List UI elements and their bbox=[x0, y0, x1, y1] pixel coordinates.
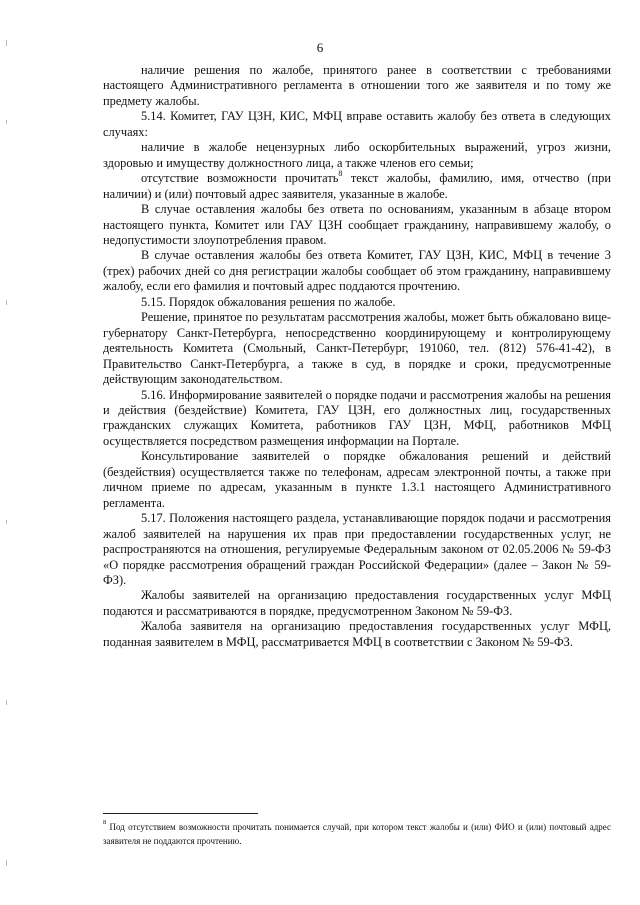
paragraph: 5.17. Положения настоящего раздела, устанавливающие порядок подачи и рассмотрения жалоб заявителей на нарушения их прав при предоставлении государственных услуг, не распространяются на отношения, регулируемые Федеральным законом от 02.05.2006 № 59-ФЗ «О порядке рассмотрения обращений граждан Российской Федерации» (далее – Закон № 59-ФЗ). bbox=[103, 511, 611, 587]
paragraph: Решение, принятое по результатам рассмотрения жалобы, может быть обжаловано вице-губернатору Санкт-Петербурга, непосредственно координирующему и контролирующему деятельность Комитета (Смольный, Санкт-Петербург, 191060, тел. (812) 576-41-42), в Правительство Санкт-Петербурга, а также в суд, в порядке и сроки, предусмотренные действующим законодательством. bbox=[103, 310, 611, 387]
scan-margin-marks bbox=[6, 0, 10, 905]
paragraph-text: отсутствие возможности прочитать bbox=[141, 171, 339, 186]
footnote-mark: 8 bbox=[103, 819, 107, 826]
paragraph: 5.16. Информирование заявителей о порядке подачи и рассмотрения жалобы на решения и действия (бездействие) Комитета, ГАУ ЦЗН, его должностных лиц, государственных гражданских служащих Комитета, работников ГАУ ЦЗН, МФЦ, работников МФЦ осуществляется посредством размещения информации на Портале. bbox=[103, 387, 611, 448]
paragraph: 5.15. Порядок обжалования решения по жалобе. bbox=[141, 294, 396, 309]
paragraph: наличие решения по жалобе, принятого ранее в соответствии с требованиями настоящего Административного регламента в отношении того же заявителя и по тому же предмету жалобы. bbox=[103, 63, 611, 108]
footnote bbox=[103, 821, 611, 848]
footnote-separator bbox=[103, 813, 258, 814]
paragraph: Жалоба заявителя на организацию предоставления государственных услуг МФЦ, поданная заявителем в МФЦ, рассматривается МФЦ в соответствии с Законом № 59-ФЗ. bbox=[103, 619, 611, 649]
paragraph: В случае оставления жалобы без ответа Комитет, ГАУ ЦЗН, КИС, МФЦ в течение 3 (трех) рабочих дней со дня регистрации жалобы сообщает об этом гражданину, направившему жалобу, если его фамилия и почтовый адрес поддаются прочтению. bbox=[103, 248, 611, 294]
document-body bbox=[103, 63, 611, 650]
footnote-reference: 8 bbox=[338, 169, 343, 179]
paragraph: Консультирование заявителей о порядке обжалования решений и действий (бездействия) осуществляется также по телефонам, адресам электронной почты, а также при личном приеме по адресам, указанным в пункте 1.3.1 настоящего Административного регламента. bbox=[103, 449, 611, 510]
footnote-text: Под отсутствием возможности прочитать понимается случай, при котором текст жалобы и (или) ФИО и (или) почтовый адрес заявителя не поддаются прочтению. bbox=[103, 822, 611, 846]
paragraph: В случае оставления жалобы без ответа по основаниям, указанным в абзаце втором настоящего пункта, Комитет или ГАУ ЦЗН сообщает гражданину, направившему жалобу, о недопустимости злоупотребления правом. bbox=[103, 202, 611, 247]
paragraph-text: текст жалобы, фамилию, имя, отчество (при наличии) и (или) почтовый адрес заявителя, указанные в жалобе. bbox=[103, 171, 611, 201]
paragraph: наличие в жалобе нецензурных либо оскорбительных выражений, угроз жизни, здоровью и имуществу должностного лица, а также членов его семьи; bbox=[103, 140, 611, 170]
paragraph: Жалобы заявителей на организацию предоставления государственных услуг МФЦ подаются и рассматриваются в порядке, предусмотренном Законом № 59-ФЗ. bbox=[103, 588, 611, 618]
paragraph: 5.14. Комитет, ГАУ ЦЗН, КИС, МФЦ вправе оставить жалобу без ответа в следующих случаях: bbox=[103, 109, 611, 139]
paragraph bbox=[103, 171, 611, 202]
page-number: 6 bbox=[316, 40, 324, 55]
